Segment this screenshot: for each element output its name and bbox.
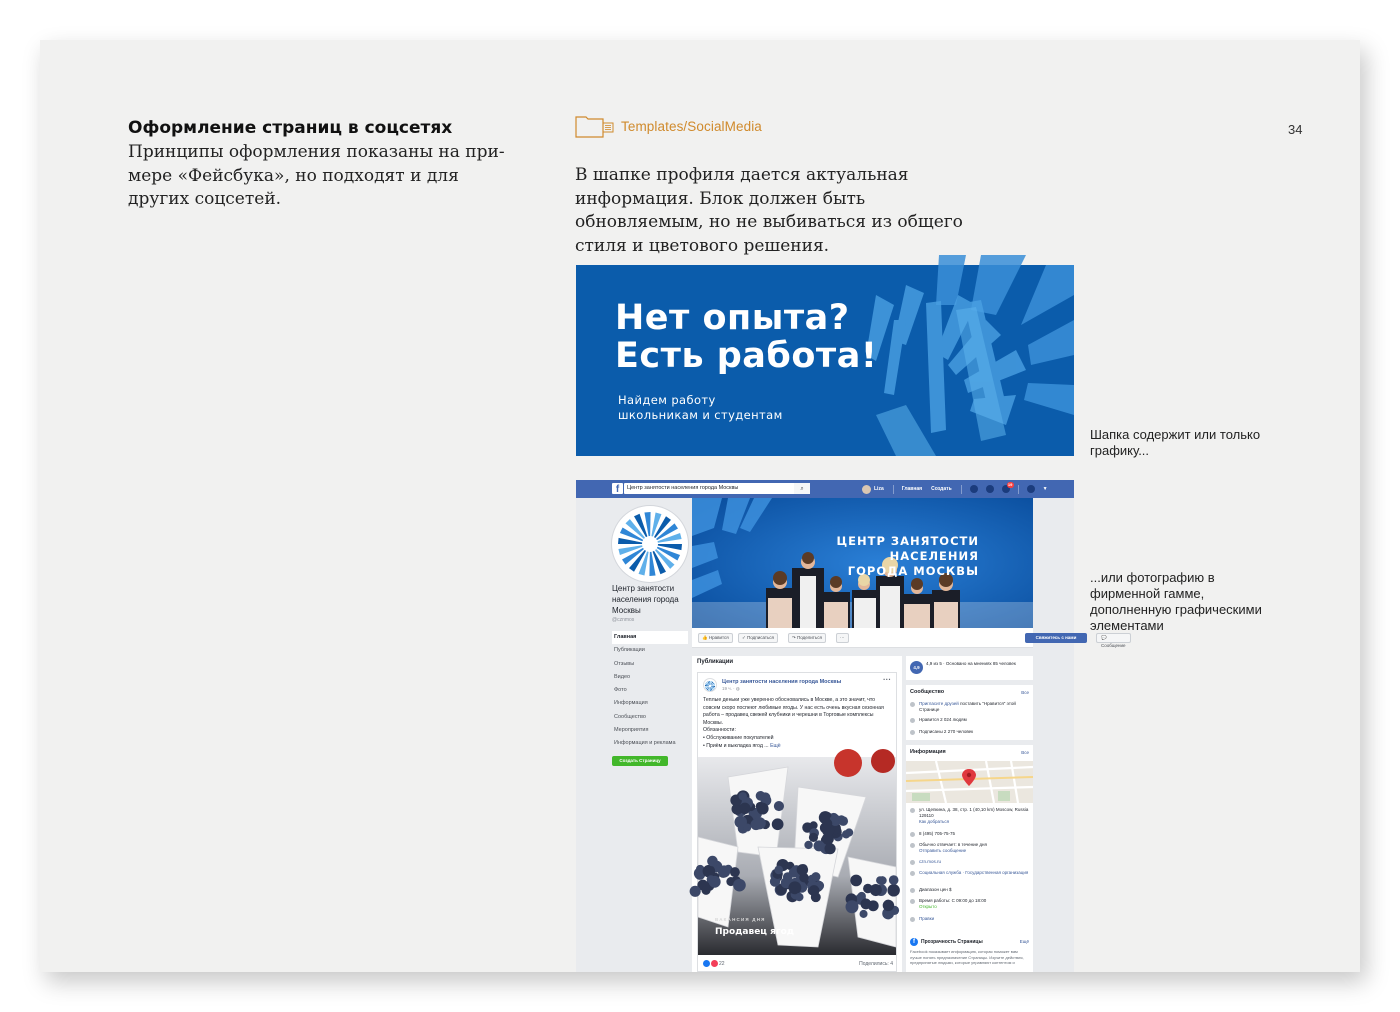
fb-menu-item[interactable]: Видео [614, 673, 631, 680]
body-text: В шапке профиля дается актуальная информация. Блок должен быть обновляемым, но не выбиваться из общего стиля и цветового решения. [575, 165, 963, 256]
phone-text[interactable]: 8 (495) 705-75-75 [919, 831, 956, 836]
fb-action-bar [692, 628, 1126, 648]
address-pin-icon [910, 808, 915, 813]
facebook-page-mockup [576, 480, 1126, 972]
chevron-down-icon[interactable]: ▼ [1042, 486, 1048, 492]
caption-graphic-only: Шапка содержит или только графику... [1090, 427, 1261, 458]
search-icon[interactable]: ⌕ [794, 483, 810, 494]
fb-search-input[interactable]: Центр занятости населения города Москвы [624, 483, 810, 494]
fb-community-card: Сообщество Все Пригласите друзей поставить "Нравится" этой Странице Нравится 2 024 людям Подписаны 2 270 человек [906, 685, 1033, 740]
friends-icon[interactable] [970, 485, 978, 493]
love-reaction-icon [711, 960, 718, 967]
fb-posts-section [692, 656, 902, 972]
pencil-icon [910, 917, 915, 922]
fb-page-menu [612, 631, 688, 751]
map-graphic [906, 761, 1033, 803]
notifications-badge: 19 [1007, 482, 1013, 487]
send-message-link[interactable]: Отправить сообщение [919, 848, 967, 853]
fb-nav-home[interactable]: Главная [901, 486, 923, 492]
posts-header: Публикации [697, 659, 734, 665]
location-map[interactable] [906, 761, 1033, 803]
transparency-title: Прозрачность Страницы [921, 939, 983, 945]
community-see-all-link[interactable]: Все [1021, 690, 1029, 695]
like-button[interactable]: 👍 Нравится [698, 633, 733, 643]
post-text: Теплые деньки уже уверенно обосновались в Москве, а это значит, что совсем скоро поспеют любимые ягоды. У нас есть очень вкусная сезонная работа – продавец свежей клубники и черешни в Торговые комплексы Москвы. Обязанности: • Обслуживание покупателей • Приём и выкладка ягод ... Ещё [703, 697, 884, 749]
post-author-avatar[interactable] [703, 678, 717, 692]
fb-post [697, 672, 897, 972]
cover-banner-graphic [576, 265, 1074, 456]
price-icon [910, 888, 915, 893]
globe-small-icon [910, 860, 915, 865]
facebook-logo-icon: f [612, 483, 623, 494]
fb-transparency-card [906, 934, 1033, 972]
user-avatar[interactable] [862, 485, 871, 494]
contact-us-button[interactable]: Свяжитесь с нами [1025, 633, 1087, 643]
post-author[interactable]: Центр занятости населения города Москвы [722, 679, 842, 685]
vacancy-title: Продавец ягод [715, 927, 795, 937]
post-reactions[interactable]: 22 [703, 960, 725, 967]
profile-logo-icon[interactable] [612, 506, 688, 582]
more-button[interactable]: ··· [836, 633, 849, 643]
globe-icon: ◍ [735, 686, 740, 691]
fb-menu-item[interactable]: Фото [614, 687, 627, 694]
invite-icon [910, 702, 915, 707]
rating-badge: 4,9 [910, 661, 923, 674]
fb-rating-card [906, 656, 1033, 680]
fb-menu-item[interactable]: Сообщество [614, 713, 646, 720]
create-page-button[interactable]: Создать Страницу [612, 756, 668, 766]
invite-friends-link[interactable]: Пригласите друзей [919, 701, 959, 706]
page-number: 34 [1288, 122, 1303, 137]
fb-nav-user[interactable]: Liza [874, 486, 884, 492]
folder-path-text: Templates/SocialMedia [621, 118, 762, 134]
help-icon[interactable] [1027, 485, 1035, 493]
banner-headline: Нет опыта? Есть работа! [615, 298, 878, 376]
info-see-all-link[interactable]: Все [1021, 750, 1029, 755]
fb-nav [862, 480, 1057, 498]
info-title: Информация [910, 749, 946, 755]
message-button[interactable]: 💬 Сообщение [1096, 633, 1131, 643]
facebook-small-icon: f [910, 938, 918, 946]
fb-menu-item[interactable]: Мероприятия [614, 727, 649, 734]
transparency-more-link[interactable]: Ещё [1019, 939, 1029, 944]
website-link[interactable]: czn.mos.ru [919, 859, 942, 864]
messenger-small-icon [910, 843, 915, 848]
section-title: Оформление страниц в соцсетях [128, 118, 453, 138]
fb-top-bar [576, 480, 1074, 498]
share-button[interactable]: ↷ Поделиться [788, 633, 826, 643]
caption-photo: ...или фотографию в фирменной гамме, дополненную графическими элементами [1090, 570, 1262, 633]
directions-link[interactable]: Как добраться [919, 819, 950, 824]
clock-icon [910, 899, 915, 904]
sunburst-logo-graphic [612, 506, 688, 582]
price-range-text: Диапазон цен $ [919, 887, 952, 892]
banner-subtitle: Найдем работу школьникам и студентам [618, 393, 783, 422]
reply-time-text: Обычно отвечает: в течение дня [919, 842, 987, 847]
followers-count: Подписаны 2 270 человек [919, 729, 974, 734]
cover-photo-text: ЦЕНТР ЗАНЯТОСТИ НАСЕЛЕНИЯ ГОРОДА МОСКВЫ [836, 534, 979, 578]
followers-icon [910, 730, 915, 735]
vacancy-label: ВАКАНСИЯ ДНЯ [715, 917, 766, 922]
notifications-icon[interactable] [1002, 482, 1013, 493]
post-time[interactable]: 19 ч. · ◍ [722, 686, 740, 691]
like-icon [910, 718, 915, 723]
fb-menu-item[interactable]: Информация [614, 700, 648, 707]
fb-menu-item[interactable]: Публикации [614, 647, 645, 654]
post-more-link[interactable]: Ещё [770, 742, 781, 749]
fb-cover-photo [692, 498, 1033, 628]
fb-page-name: Центр занятости населения города Москвы [612, 584, 679, 615]
hours-text: Время работы: С 09:00 до 18:00 [919, 898, 987, 903]
transparency-text: Facebook показывает информацию, которая поможет вам лучше понять предназначение Страницы. Изучите действия, предпринятые людьми, которые управляют контентом и [910, 949, 1024, 965]
post-options-icon[interactable]: ··· [883, 675, 891, 684]
fb-page-handle: @cznmos [612, 617, 635, 623]
folder-icon [575, 114, 617, 138]
rating-text[interactable]: 4,9 из 5 · Основано на мнениях 85 человек [926, 661, 1016, 666]
category-link[interactable]: Социальная служба · Государственная организация [919, 870, 1029, 875]
section-description: Принципы оформления показаны на примере «Фейсбука», но подходят и для других соцсетей. [128, 142, 505, 209]
messenger-icon[interactable] [986, 485, 994, 493]
folder-path[interactable] [575, 114, 762, 138]
open-status: Открыто [919, 904, 937, 909]
fb-menu-item[interactable]: Главная [612, 631, 688, 644]
likes-count: Нравится 2 024 людям [919, 717, 967, 722]
fb-menu-item[interactable]: Отзывы [614, 660, 635, 667]
document-page [40, 40, 1360, 972]
fb-nav-create[interactable]: Создать [931, 486, 952, 492]
category-icon [910, 871, 915, 876]
post-shares[interactable]: Поделились: 4 [859, 961, 893, 967]
blueberries-photo[interactable] [698, 757, 896, 955]
blueberries-photo-graphic [698, 757, 896, 955]
follow-button[interactable]: ✓ Подписаться [738, 633, 778, 643]
like-reaction-icon [703, 960, 710, 967]
sunburst-logo-small-graphic [704, 680, 716, 692]
fb-menu-item[interactable]: Информация и реклама [614, 740, 676, 747]
edits-link[interactable]: Правки [919, 916, 935, 921]
address-text: ул. Щепкина, д. 38, стр. 1 (40,10 km) Moscow, Russia 129110 [919, 807, 1029, 818]
post-footer [703, 959, 893, 969]
community-title: Сообщество [910, 689, 945, 695]
phone-icon [910, 832, 915, 837]
